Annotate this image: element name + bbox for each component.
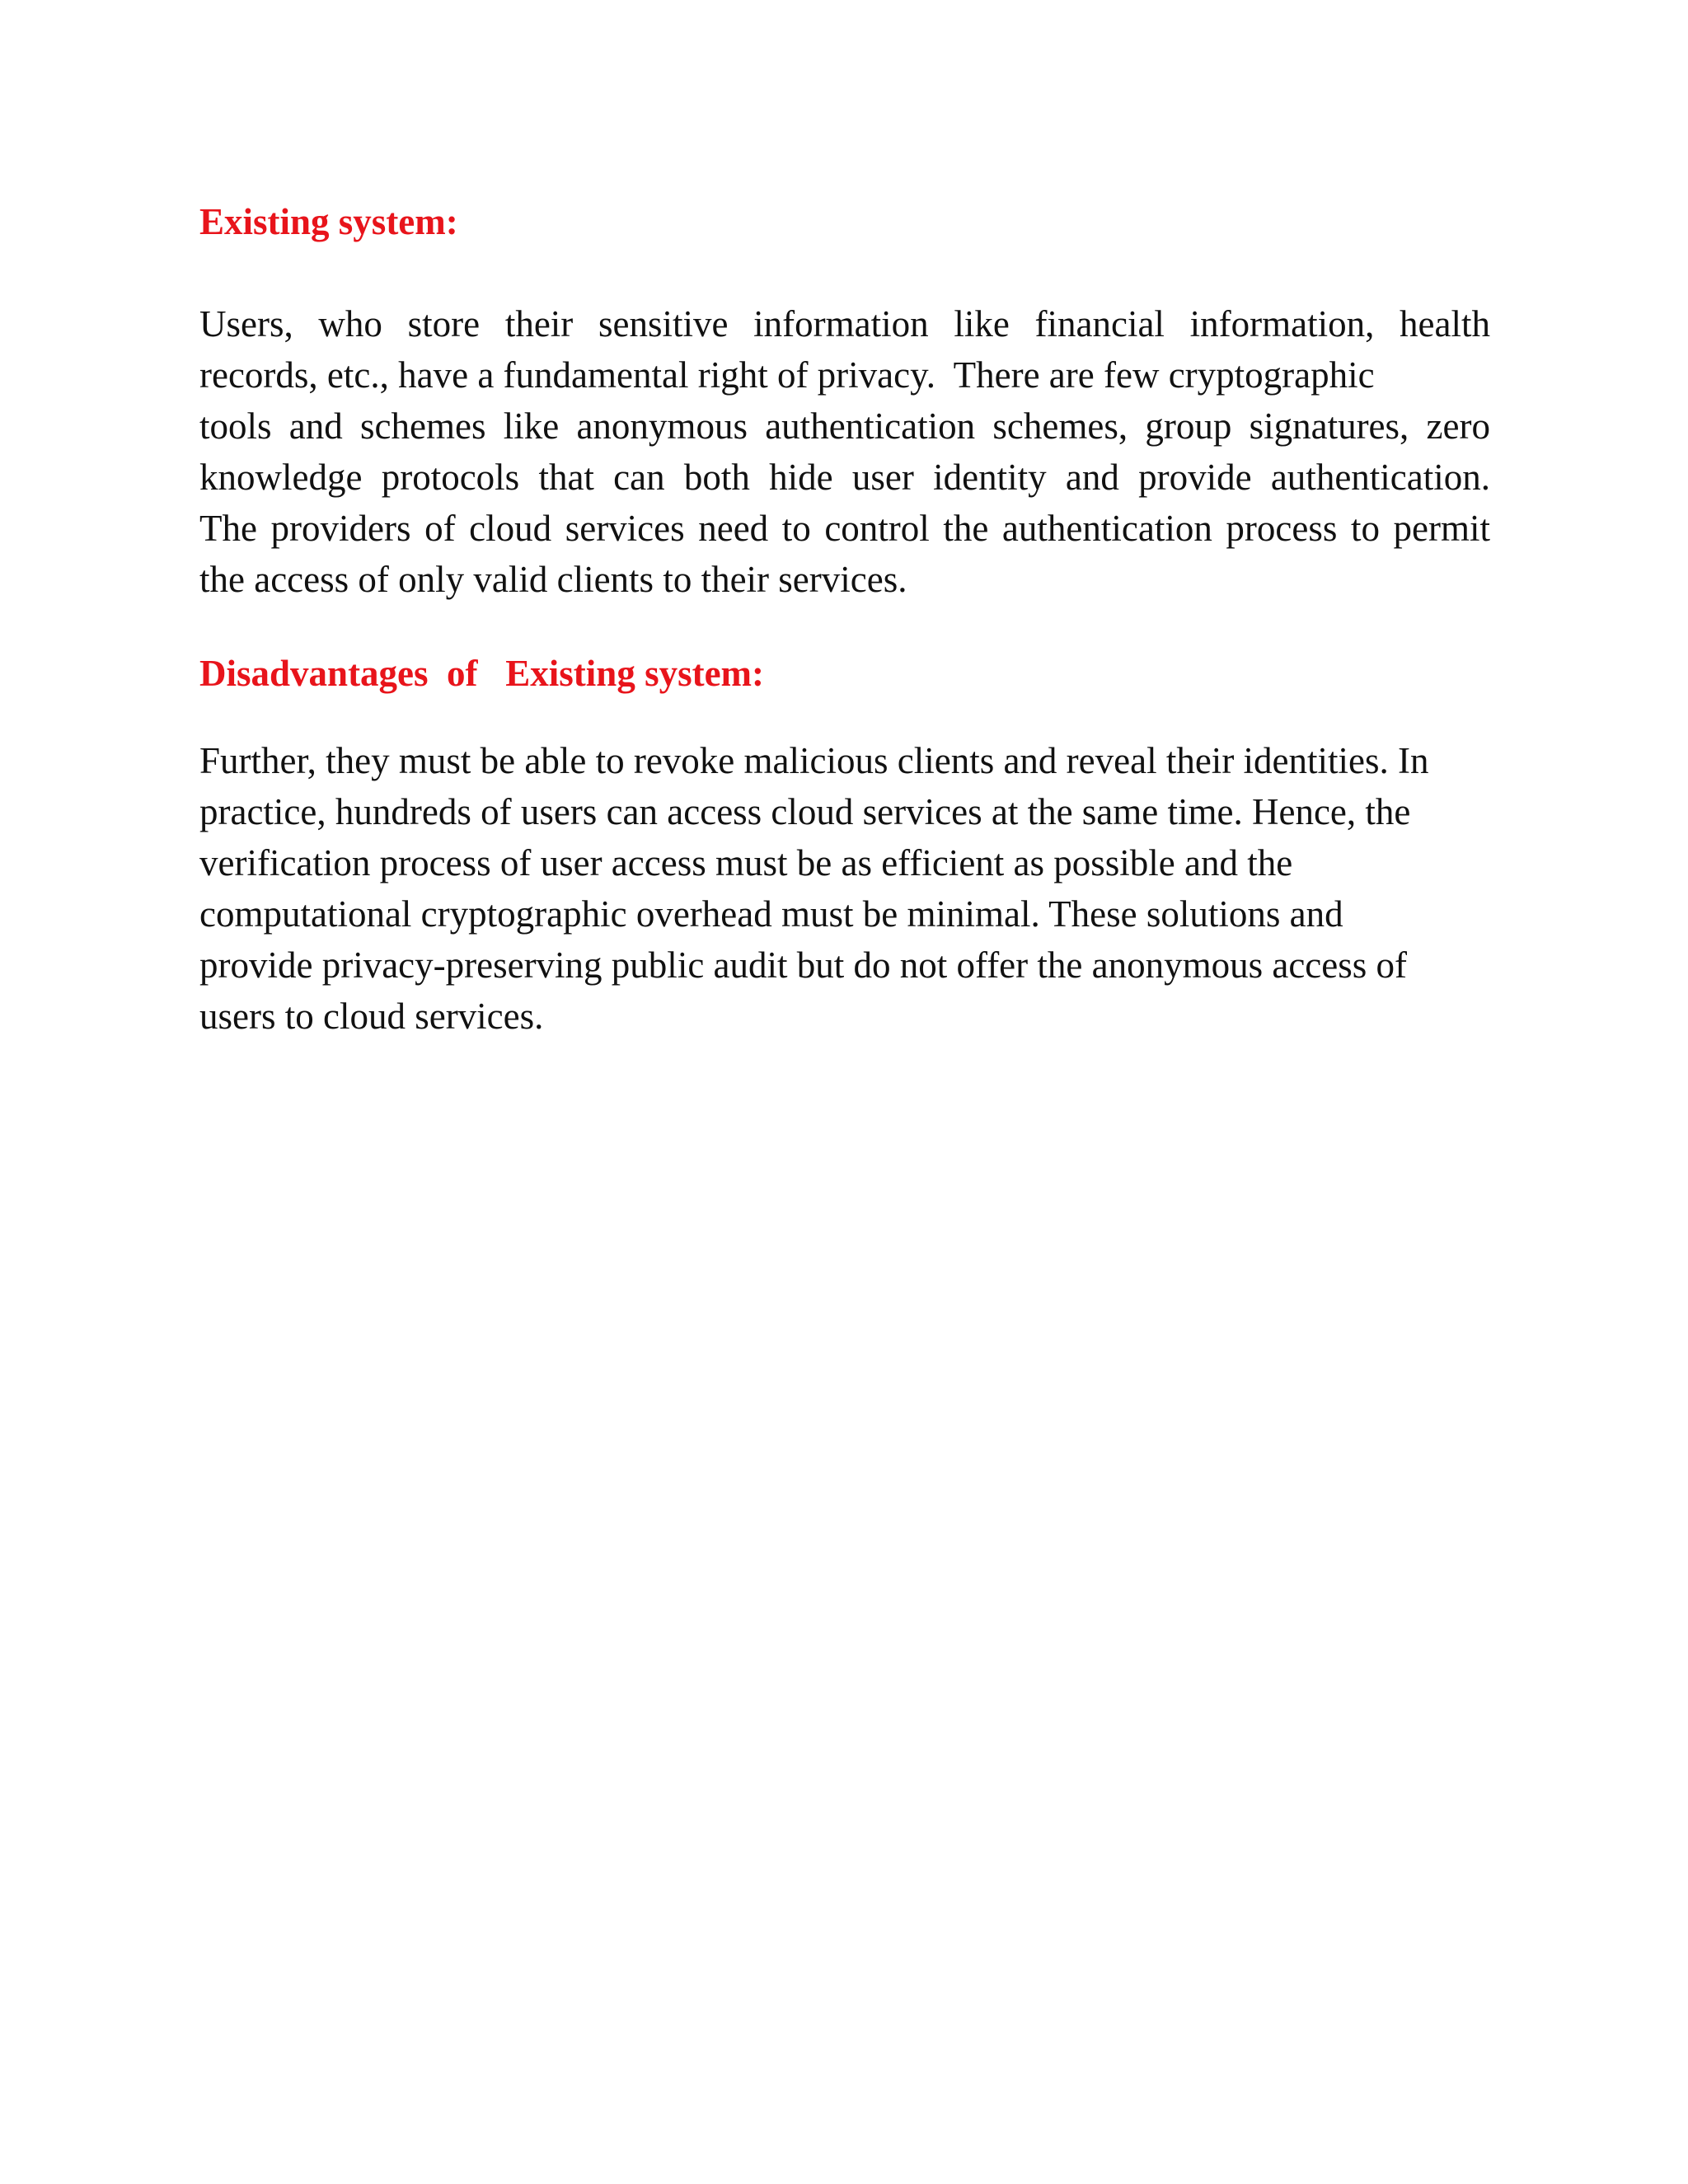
disadvantages-paragraph (199, 735, 1490, 1042)
paragraph-line: tools and schemes like anonymous authentication schemes, group signatures, zero (199, 405, 1490, 447)
paragraph-line: verification process of user access must be as efficient as possible and the (199, 842, 1293, 883)
paragraph-line: provide privacy-preserving public audit but do not offer the anonymous access of (199, 944, 1408, 986)
existing-system-heading: Existing system: (199, 201, 458, 242)
paragraph-line: The providers of cloud services need to control the authentication process to permit (199, 508, 1490, 549)
paragraph-line: Users, who store their sensitive information like financial information, health (199, 303, 1490, 344)
paragraph-line: Further, they must be able to revoke malicious clients and reveal their identities. In (199, 740, 1429, 781)
existing-system-paragraph (199, 298, 1490, 605)
paragraph-line: records, etc., have a fundamental right of privacy. There are few cryptographic (199, 354, 1375, 396)
disadvantages-heading: Disadvantages of Existing system: (199, 653, 765, 694)
paragraph-line: computational cryptographic overhead must be minimal. These solutions and (199, 893, 1343, 935)
document-content (199, 196, 1490, 1042)
paragraph-line: knowledge protocols that can both hide user identity and provide authentication. (199, 457, 1490, 498)
paragraph-line: the access of only valid clients to their services. (199, 559, 907, 600)
paragraph-line: practice, hundreds of users can access cloud services at the same time. Hence, the (199, 791, 1411, 832)
paragraph-line: users to cloud services. (199, 996, 544, 1037)
